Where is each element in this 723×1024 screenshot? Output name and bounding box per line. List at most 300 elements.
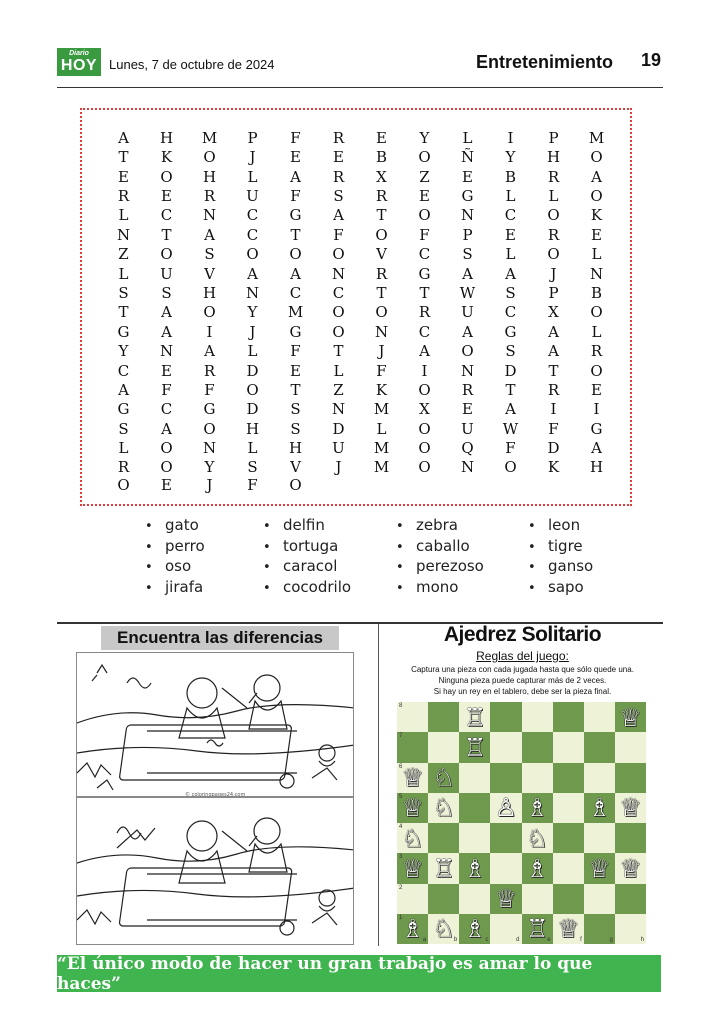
word-search-letter: O — [289, 475, 302, 494]
word-search-letter: A — [204, 342, 215, 361]
word-search-letter: M — [201, 128, 218, 147]
chess-square — [490, 763, 521, 793]
word-search-letter: F — [247, 475, 258, 494]
chess-square — [459, 914, 490, 944]
word-search-letter: O — [590, 186, 603, 205]
word-search-letter: R — [461, 381, 474, 400]
word-search-letter: C — [246, 225, 259, 244]
chess-square — [615, 853, 646, 883]
word-search-letter: E — [462, 400, 473, 419]
chess-rule: Si hay un rey en el tablero, debe ser la pieza final. — [433, 687, 612, 696]
chess-piece: ♗ — [525, 793, 549, 823]
word-search-letter: K — [375, 381, 388, 400]
chess-square — [428, 884, 459, 914]
word-list-item: • delfin — [263, 516, 396, 537]
differences-image-top — [76, 652, 354, 797]
chess-piece: ♕ — [401, 853, 424, 883]
rank-label: 5 — [399, 793, 403, 800]
chess-piece: ♖ — [432, 853, 455, 883]
chess-square — [397, 853, 428, 883]
word-search-letter: O — [246, 245, 259, 264]
word-search-letter: R — [203, 186, 216, 205]
chess-square — [615, 914, 646, 944]
word-search-letter: N — [374, 322, 389, 341]
chess-piece: ♘ — [432, 763, 455, 793]
word-search-letter: P — [548, 128, 559, 147]
word-search-letter: A — [462, 322, 473, 341]
word-search-grid — [102, 128, 618, 494]
word-search-letter: V — [376, 245, 387, 264]
chess-piece: ♕ — [401, 793, 424, 823]
word-search-letter: C — [504, 206, 517, 225]
word-search-letter: A — [462, 264, 473, 283]
chess-square — [553, 793, 584, 823]
word-search-letter: B — [504, 167, 517, 186]
word-search-letter: O — [203, 303, 216, 322]
word-search-letter: O — [160, 167, 173, 186]
chess-square — [490, 702, 521, 732]
word-search-letter: A — [247, 264, 258, 283]
chess-square — [428, 823, 459, 853]
word-search-letter: J — [206, 475, 213, 494]
word-search-letter: H — [202, 167, 217, 186]
word-search-letter: O — [332, 303, 345, 322]
word-search-box — [80, 108, 632, 506]
word-list-item: • sapo — [528, 578, 628, 599]
word-list-item: • jirafa — [145, 578, 263, 599]
word-search-letter: A — [290, 167, 301, 186]
word-search-letter: J — [550, 264, 557, 283]
word-search-letter: J — [249, 322, 256, 341]
chess-piece: ♕ — [588, 853, 611, 883]
word-search-letter: F — [505, 439, 516, 458]
word-search-letter: F — [161, 381, 172, 400]
word-search-letter: P — [462, 225, 473, 244]
word-search-letter: C — [418, 322, 431, 341]
word-search-letter: Y — [118, 342, 129, 361]
chess-piece: ♙ — [494, 793, 518, 823]
file-label: d — [516, 937, 520, 943]
word-search-letter: O — [160, 457, 173, 476]
column-divider — [378, 624, 379, 946]
word-search-letter: I — [206, 322, 213, 341]
word-list-item: • caracol — [263, 557, 396, 578]
word-search-letter: S — [290, 400, 301, 419]
word-search-letter: O — [203, 419, 216, 438]
differences-image-bottom — [76, 797, 354, 945]
word-search-letter: A — [290, 264, 301, 283]
word-search-letter: C — [332, 283, 345, 302]
word-search-letter: R — [375, 186, 388, 205]
chess-square — [584, 763, 615, 793]
word-search-letter: G — [289, 322, 302, 341]
quote-banner: “El único modo de hacer un gran trabajo es amar lo que haces” — [57, 955, 661, 992]
word-search-letter: O — [160, 439, 173, 458]
rank-label: 7 — [399, 733, 403, 740]
chess-square — [397, 914, 428, 944]
word-search-letter: T — [333, 342, 344, 361]
file-label: h — [640, 937, 644, 943]
word-list-item: • mono — [396, 578, 528, 599]
word-search-letter: O — [547, 245, 560, 264]
word-search-letter: N — [460, 361, 475, 380]
chess-square — [553, 732, 584, 762]
file-label: a — [422, 937, 427, 943]
word-search-letter: Y — [247, 303, 258, 322]
word-search-letter: C — [160, 206, 173, 225]
word-search-letter: L — [505, 186, 516, 205]
word-search-letter: O — [332, 245, 345, 264]
word-search-letter: K — [160, 148, 173, 167]
chess-square — [522, 732, 553, 762]
chess-square — [584, 914, 615, 944]
chess-square — [584, 732, 615, 762]
word-search-letter: Y — [505, 148, 516, 167]
word-search-letter: W — [502, 419, 519, 438]
word-search-letter: T — [505, 381, 516, 400]
chess-square — [615, 793, 646, 823]
chess-square — [459, 763, 490, 793]
word-search-letter: S — [462, 245, 473, 264]
word-search-letter: E — [161, 361, 172, 380]
word-search-letter: H — [245, 419, 260, 438]
word-search-letter: N — [589, 264, 604, 283]
chess-piece: ♗ — [463, 853, 487, 883]
word-search-letter: O — [375, 303, 388, 322]
chess-piece: ♗ — [401, 914, 424, 944]
word-search-letter: U — [160, 264, 173, 283]
rank-label: 2 — [399, 884, 403, 891]
word-search-letter: N — [116, 225, 131, 244]
word-search-letter: E — [462, 167, 473, 186]
word-search-letter: O — [418, 381, 431, 400]
word-search-letter: R — [547, 381, 560, 400]
word-search-letter: D — [246, 400, 259, 419]
word-search-letter: E — [505, 225, 516, 244]
word-search-letter: N — [331, 264, 346, 283]
word-search-letter: Z — [118, 245, 129, 264]
word-search-letter: U — [461, 419, 474, 438]
section-title: Entretenimiento — [475, 52, 613, 72]
word-search-letter: G — [289, 206, 302, 225]
word-search-letter: A — [505, 400, 516, 419]
word-search-letter: A — [548, 322, 559, 341]
file-label: f — [580, 937, 582, 943]
word-search-letter: P — [247, 128, 258, 147]
word-search-letter: E — [376, 128, 387, 147]
word-search-letter: O — [246, 381, 259, 400]
word-search-letter: N — [460, 457, 475, 476]
word-search-letter: Y — [419, 128, 430, 147]
word-search-letter: A — [548, 342, 559, 361]
word-search-letter: N — [202, 439, 217, 458]
word-search-letter: T — [376, 206, 387, 225]
word-search-letter: H — [546, 148, 561, 167]
chess-square — [397, 763, 428, 793]
word-search-letter: V — [290, 457, 301, 476]
chess-piece: ♕ — [401, 763, 424, 793]
word-search-letter: L — [247, 167, 258, 186]
chess-square — [490, 914, 521, 944]
word-search-letter: O — [160, 245, 173, 264]
word-search-letter: S — [333, 186, 344, 205]
word-search-letter: E — [591, 225, 602, 244]
chess-square — [615, 823, 646, 853]
chess-piece: ♘ — [525, 823, 549, 853]
chess-rule: Captura una pieza con cada jugada hasta que sólo quede una. — [411, 665, 634, 674]
word-search-letter: T — [290, 225, 301, 244]
chess-piece: ♗ — [525, 853, 549, 883]
word-search-letter: O — [418, 439, 431, 458]
word-search-letter: P — [548, 283, 559, 302]
word-search-letter: G — [461, 186, 474, 205]
word-search-letter: V — [204, 264, 215, 283]
word-search-letter: Y — [204, 457, 215, 476]
word-search-letter: D — [547, 439, 560, 458]
word-search-letter: F — [204, 381, 215, 400]
chess-title: Ajedrez Solitario — [443, 623, 602, 646]
chess-square — [397, 823, 428, 853]
word-search-letter: M — [373, 457, 390, 476]
chess-piece: ♖ — [463, 732, 487, 762]
word-search-letter: T — [376, 283, 387, 302]
word-search-letter: J — [249, 148, 256, 167]
rank-label: 3 — [399, 854, 403, 861]
word-search-letter: O — [461, 342, 474, 361]
issue-date: Lunes, 7 de octubre de 2024 — [109, 57, 275, 72]
word-search-letter: A — [591, 439, 602, 458]
chess-piece: ♕ — [619, 702, 642, 732]
rank-label: 8 — [399, 703, 403, 709]
word-search-letter: I — [421, 361, 428, 380]
word-search-letter: G — [203, 400, 216, 419]
word-search-letter: C — [418, 245, 431, 264]
word-search-letter: G — [418, 264, 431, 283]
chess-square — [615, 702, 646, 732]
word-search-letter: G — [117, 322, 130, 341]
word-search-letter: J — [378, 342, 385, 361]
chess-square — [553, 853, 584, 883]
word-search-letter: L — [462, 128, 473, 147]
word-search-letter: F — [290, 186, 301, 205]
word-search-letter: A — [419, 342, 430, 361]
word-search-letter: D — [332, 419, 345, 438]
chess-square — [490, 793, 521, 823]
word-search-letter: R — [117, 457, 130, 476]
word-list-item: • zebra — [396, 516, 528, 537]
chess-square — [490, 823, 521, 853]
word-search-letter: L — [376, 419, 387, 438]
word-search-letter: O — [504, 457, 517, 476]
word-search-letter: R — [418, 303, 431, 322]
word-search-letter: H — [589, 457, 604, 476]
word-search-letter: F — [419, 225, 430, 244]
word-search-letter: Q — [461, 439, 474, 458]
word-search-letter: R — [332, 167, 345, 186]
word-list-item: • tigre — [528, 537, 628, 558]
chess-square — [459, 884, 490, 914]
word-search-letter: R — [547, 225, 560, 244]
differences-credit: © coloringpages24.com — [185, 792, 246, 797]
chess-square — [490, 884, 521, 914]
word-list-item: • leon — [528, 516, 628, 537]
word-search-letter: K — [590, 206, 603, 225]
chess-square — [615, 884, 646, 914]
word-search-letter: O — [590, 361, 603, 380]
word-search-letter: A — [161, 322, 172, 341]
word-search-letter: L — [247, 439, 258, 458]
chess-square — [428, 853, 459, 883]
word-search-letter: E — [333, 148, 344, 167]
chess-board — [397, 702, 646, 944]
word-search-letter: D — [504, 361, 517, 380]
page-number: 19 — [640, 50, 661, 70]
chess-piece: ♕ — [619, 853, 642, 883]
word-search-letter: R — [332, 128, 345, 147]
word-search-letter: D — [246, 361, 259, 380]
word-search-letter: M — [588, 128, 605, 147]
word-search-letter: J — [335, 457, 342, 476]
word-search-letter: L — [591, 245, 602, 264]
word-search-letter: C — [504, 303, 517, 322]
file-label: e — [547, 937, 551, 943]
word-search-letter: S — [505, 283, 516, 302]
word-search-letter: F — [333, 225, 344, 244]
word-search-letter: O — [375, 225, 388, 244]
chess-square — [522, 702, 553, 732]
word-search-letter: A — [161, 303, 172, 322]
word-search-letter: B — [375, 148, 388, 167]
chess-piece: ♕ — [494, 884, 518, 914]
word-search-letter: R — [117, 186, 130, 205]
word-search-letter: N — [460, 206, 475, 225]
chess-square — [459, 823, 490, 853]
word-search-letter: L — [548, 186, 559, 205]
word-search-letter: L — [505, 245, 516, 264]
word-search-letter: T — [548, 361, 559, 380]
word-search-letter: A — [505, 264, 516, 283]
file-label: g — [609, 937, 613, 943]
word-search-letter: E — [118, 167, 129, 186]
word-search-letter: A — [333, 206, 344, 225]
word-search-letter: O — [117, 475, 130, 494]
word-search-letter: F — [548, 419, 559, 438]
chess-square — [553, 823, 584, 853]
word-search-letter: C — [117, 361, 130, 380]
word-search-letter: N — [159, 342, 174, 361]
word-search-letter: U — [246, 186, 259, 205]
word-search-letter: H — [288, 439, 303, 458]
file-label: c — [485, 937, 489, 943]
chess-square — [490, 853, 521, 883]
word-search-letter: L — [118, 439, 129, 458]
chess-square — [490, 732, 521, 762]
word-search-letter: M — [373, 400, 390, 419]
word-search-letter: B — [590, 283, 603, 302]
chess-square — [522, 853, 553, 883]
chess-piece: ♖ — [463, 702, 487, 732]
chess-piece: ♗ — [588, 793, 611, 823]
word-search-letter: Z — [333, 381, 344, 400]
rank-label: 1 — [399, 914, 403, 921]
word-search-letter: T — [161, 225, 172, 244]
word-search-letter: T — [118, 148, 129, 167]
chess-square — [584, 823, 615, 853]
chess-piece: ♘ — [432, 914, 455, 944]
chess-square — [522, 914, 553, 944]
word-list-item: • perezoso — [396, 557, 528, 578]
chess-square — [428, 732, 459, 762]
chess-piece: ♕ — [556, 914, 580, 944]
word-search-letter: A — [591, 167, 602, 186]
word-search-letter: K — [547, 457, 560, 476]
word-search-letter: O — [203, 148, 216, 167]
word-search-letter: C — [160, 400, 173, 419]
word-search-letter: G — [504, 322, 517, 341]
word-search-letter: T — [419, 283, 430, 302]
word-search-letter: T — [118, 303, 129, 322]
word-list — [145, 516, 605, 600]
logo-big-text: HOY — [60, 57, 98, 74]
word-search-letter: E — [290, 361, 301, 380]
word-search-letter: S — [505, 342, 516, 361]
word-search-letter: C — [246, 206, 259, 225]
chess-square — [428, 702, 459, 732]
word-search-letter: I — [593, 400, 600, 419]
word-search-letter: O — [418, 457, 431, 476]
word-search-letter: X — [419, 400, 430, 419]
differences-title: Encuentra las diferencias — [101, 626, 339, 650]
word-search-letter: L — [118, 264, 129, 283]
word-search-letter: T — [290, 381, 301, 400]
word-search-letter: H — [202, 283, 217, 302]
rank-label: 4 — [399, 824, 403, 830]
word-list-item: • caballo — [396, 537, 528, 558]
word-search-letter: O — [332, 322, 345, 341]
chess-rules — [395, 664, 650, 697]
chess-square — [522, 763, 553, 793]
word-search-letter: O — [418, 419, 431, 438]
word-search-letter: X — [376, 167, 387, 186]
word-search-letter: I — [550, 400, 557, 419]
word-search-letter: S — [118, 283, 129, 302]
word-search-letter: R — [375, 264, 388, 283]
chess-piece: ♘ — [401, 823, 424, 853]
newspaper-logo — [57, 48, 101, 76]
chess-square — [428, 763, 459, 793]
word-search-letter: R — [590, 342, 603, 361]
chess-square — [428, 914, 459, 944]
word-list-item: • oso — [145, 557, 263, 578]
word-search-letter: O — [590, 148, 603, 167]
word-search-letter: R — [547, 167, 560, 186]
chess-square — [428, 793, 459, 823]
chess-square — [584, 853, 615, 883]
word-search-letter: O — [547, 206, 560, 225]
logo-small-text: Diario — [69, 50, 89, 57]
word-search-letter: E — [591, 381, 602, 400]
word-search-letter: H — [159, 128, 174, 147]
chess-square — [459, 702, 490, 732]
chess-square — [459, 793, 490, 823]
word-search-letter: R — [203, 361, 216, 380]
word-search-letter: F — [290, 128, 301, 147]
word-search-letter: S — [161, 283, 172, 302]
word-list-item: • cocodrilo — [263, 578, 396, 599]
word-search-letter: E — [161, 186, 172, 205]
word-search-letter: F — [290, 342, 301, 361]
chess-piece: ♘ — [432, 793, 455, 823]
